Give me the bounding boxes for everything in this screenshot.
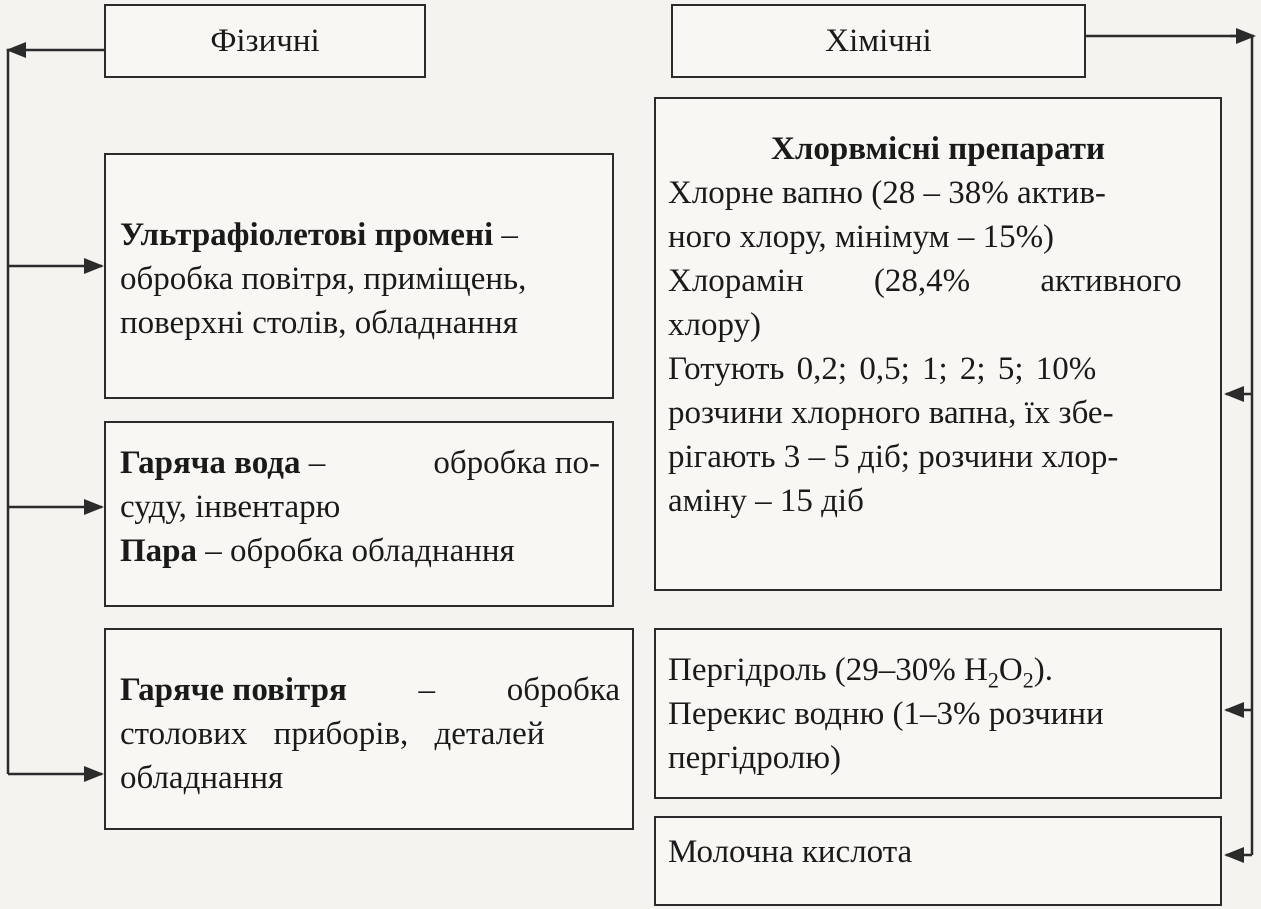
physical-header-box xyxy=(104,4,426,78)
chlorine-line-4: хлору) xyxy=(668,307,762,343)
chlorine-heading: Хлорвмісні препарати xyxy=(771,131,1105,167)
hot-water-desc-2: суду, інвентарю xyxy=(120,489,341,525)
lactic-acid-box xyxy=(654,816,1222,906)
chlorine-line-5: Готують 0,2; 0,5; 1; 2; 5; 10% xyxy=(668,351,1097,387)
uv-rays-box xyxy=(104,153,614,399)
hot-air-desc-1: обробка xyxy=(506,672,620,708)
peroxide-line-1: Пергідроль (29–30% $H_2O_2$). xyxy=(668,652,1053,693)
chlorine-line-6: розчини хлорного вапна, їх збе- xyxy=(668,395,1114,431)
chlorine-preparations-box xyxy=(654,97,1222,591)
chemical-title: Хімічні xyxy=(825,23,932,59)
hot-air-desc-3: обладнання xyxy=(120,760,284,796)
peroxide-line-3: пергідролю) xyxy=(668,740,841,776)
lactic-acid-label: Молочна кислота xyxy=(668,834,913,870)
hot-water-term: Гаряча вода xyxy=(120,445,301,481)
left-trunk-line xyxy=(8,50,104,774)
steam-term: Пара xyxy=(120,533,198,569)
hot-air-term: Гаряче повітря xyxy=(120,672,347,708)
peroxide-box xyxy=(654,628,1222,799)
steam-dash: – xyxy=(197,533,231,569)
peroxide-line-2: Перекис водню (1–3% розчини xyxy=(668,696,1104,732)
chlorine-line-2: ного хлору, мінімум – 15%) xyxy=(668,219,1055,255)
hot-air-box: Гаряче повітря – обробка столових приборів, деталей обладнання xyxy=(104,628,634,830)
chlorine-line-7: рігають 3 – 5 діб; розчини хлор- xyxy=(668,439,1119,475)
uv-dash: – xyxy=(493,217,518,253)
chlorine-line-3: Хлорамін (28,4% активного xyxy=(668,263,1182,299)
chlorine-line-1: Хлорне вапно (28 – 38% актив- xyxy=(668,175,1106,211)
hot-air-desc-2: столових приборів, деталей xyxy=(120,716,545,752)
chlorine-line-8: аміну – 15 діб xyxy=(668,483,864,519)
hot-water-dash: – xyxy=(300,445,326,481)
chemical-header-box xyxy=(671,4,1086,78)
physical-title: Фізичні xyxy=(210,23,320,59)
uv-desc-line-2: поверхні столів, обладнання xyxy=(120,305,518,341)
hot-water-desc-1: обробка по- xyxy=(433,445,600,481)
uv-rays-term: Ультрафіолетові промені xyxy=(120,217,494,253)
hot-water-steam-box xyxy=(104,421,614,607)
uv-desc-line-1: обробка повітря, приміщень, xyxy=(120,261,527,297)
steam-desc: обробка обладнання xyxy=(230,533,515,569)
